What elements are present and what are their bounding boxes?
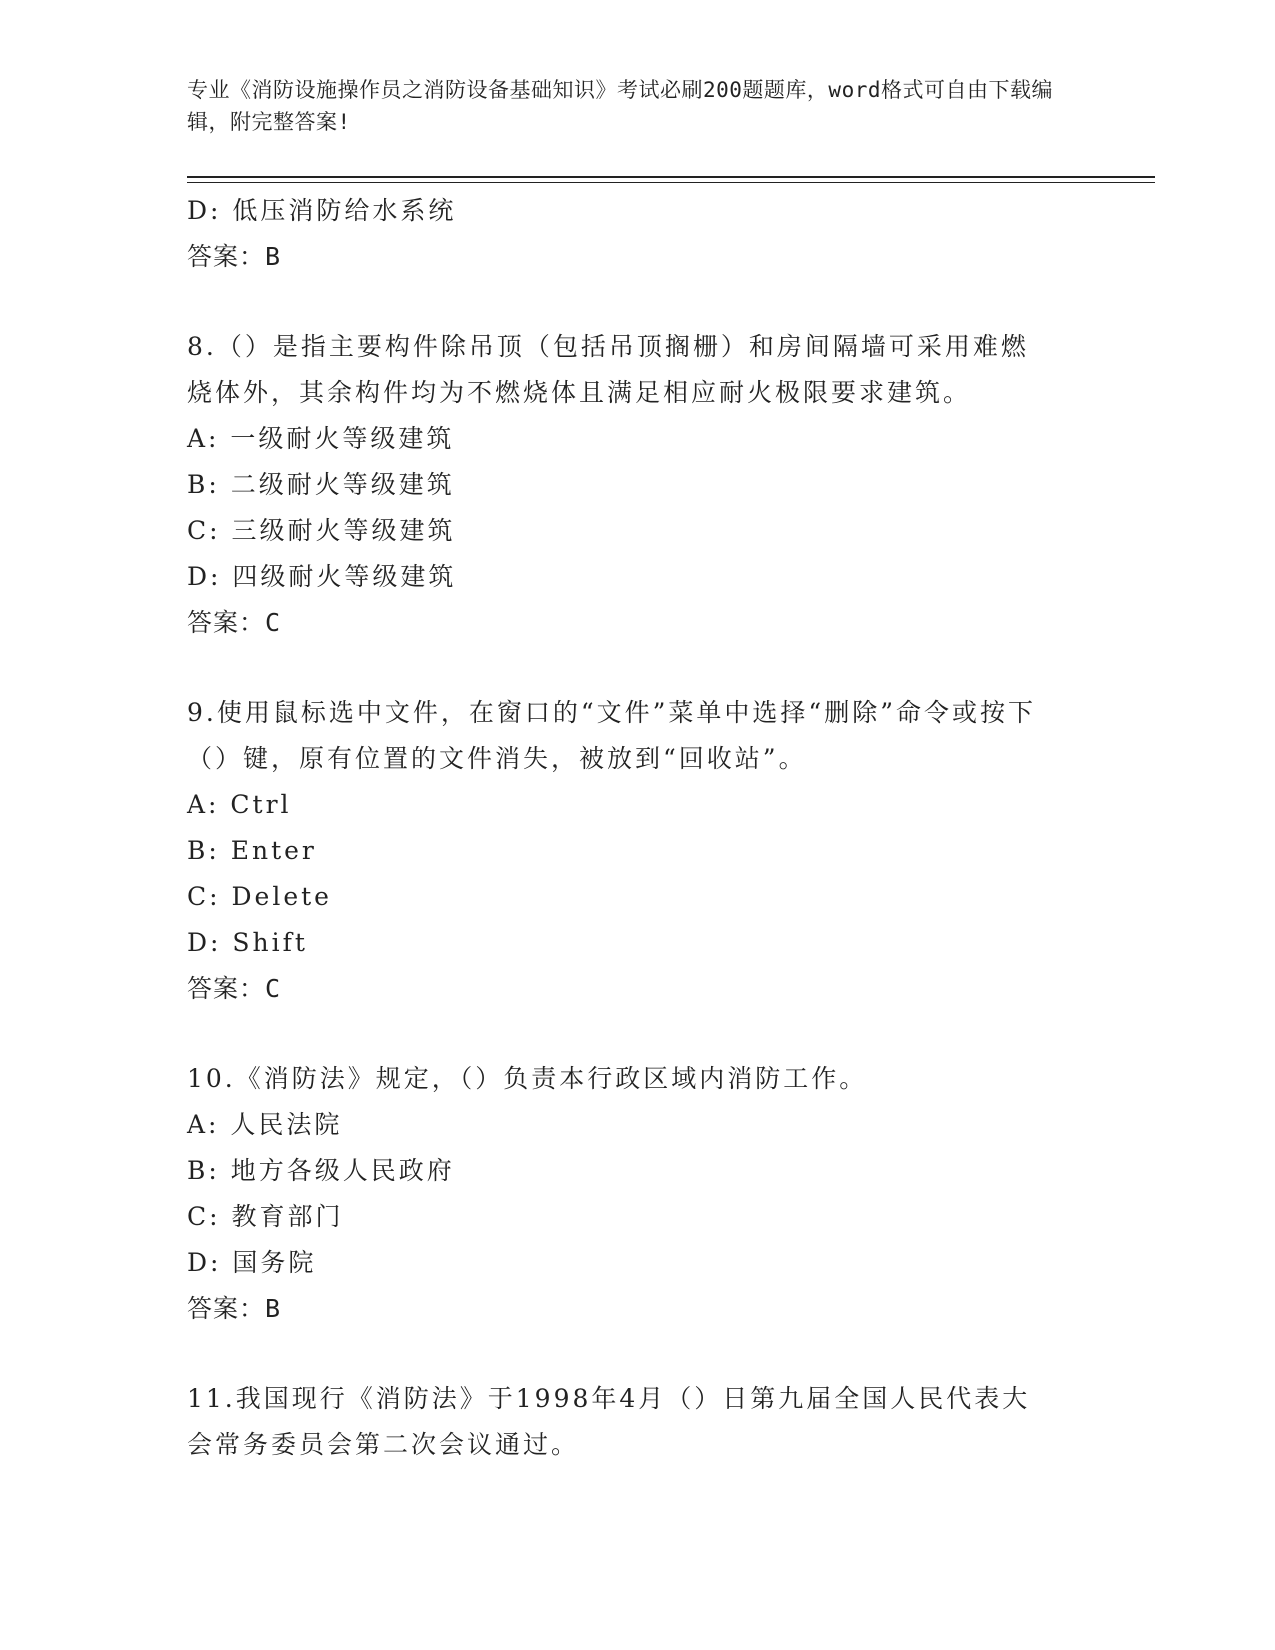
header-rule-thin bbox=[187, 182, 1155, 183]
question-10-option-c: C: 教育部门 bbox=[187, 1202, 344, 1231]
question-11-text: 11.我国现行《消防法》于1998年4月（）日第九届全国人民代表大会常务委员会第二次会议通过。 bbox=[187, 1384, 1031, 1459]
question-7-answer: 答案：B bbox=[187, 242, 282, 271]
header-rule-thick bbox=[187, 176, 1155, 178]
question-9 bbox=[187, 690, 1067, 1012]
document-body bbox=[187, 188, 1067, 1468]
question-8-option-c: C: 三级耐火等级建筑 bbox=[187, 516, 456, 545]
question-8-text: 8.（）是指主要构件除吊顶（包括吊顶搁栅）和房间隔墙可采用难燃烧体外，其余构件均为不燃烧体且满足相应耐火极限要求建筑。 bbox=[187, 332, 1029, 407]
question-8-option-b: B: 二级耐火等级建筑 bbox=[187, 470, 455, 499]
question-10-text: 10.《消防法》规定，（）负责本行政区域内消防工作。 bbox=[187, 1064, 868, 1093]
question-9-option-b: B: Enter bbox=[187, 836, 317, 865]
question-8-option-d: D: 四级耐火等级建筑 bbox=[187, 562, 457, 591]
question-10-option-a: A: 人民法院 bbox=[187, 1110, 343, 1139]
question-9-option-c: C: Delete bbox=[187, 882, 332, 911]
question-9-answer: 答案：C bbox=[187, 974, 282, 1003]
question-9-option-a: A: Ctrl bbox=[187, 790, 292, 819]
question-8-answer: 答案：C bbox=[187, 608, 282, 637]
question-9-text: 9.使用鼠标选中文件，在窗口的“文件”菜单中选择“删除”命令或按下（）键，原有位置的文件消失，被放到“回收站”。 bbox=[187, 698, 1036, 773]
question-10-answer: 答案：B bbox=[187, 1294, 282, 1323]
question-11 bbox=[187, 1376, 1067, 1468]
question-8-option-a: A: 一级耐火等级建筑 bbox=[187, 424, 455, 453]
question-10-option-b: B: 地方各级人民政府 bbox=[187, 1156, 455, 1185]
question-8 bbox=[187, 324, 1067, 646]
question-7-option-d: D: 低压消防给水系统 bbox=[187, 196, 457, 225]
document-header: 专业《消防设施操作员之消防设备基础知识》考试必刷200题题库，word格式可自由下载编辑，附完整答案! bbox=[187, 78, 1053, 134]
question-10-option-d: D: 国务院 bbox=[187, 1248, 317, 1277]
question-9-option-d: D: Shift bbox=[187, 928, 308, 957]
question-10 bbox=[187, 1056, 1067, 1332]
